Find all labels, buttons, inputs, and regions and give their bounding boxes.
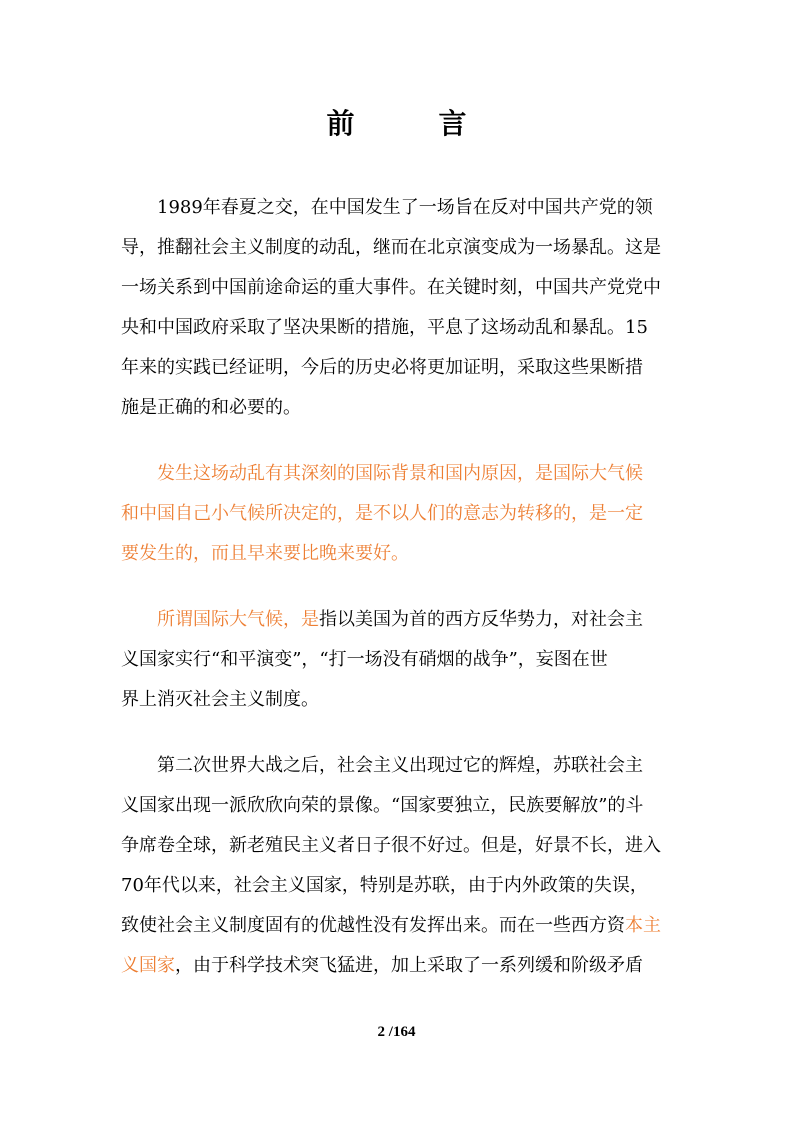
paragraph-line: 争席卷全球，新老殖民主义者日子很不好过。但是，好景不长，进入 — [121, 835, 661, 856]
current-page: 2 — [377, 1024, 386, 1040]
total-pages: 164 — [392, 1024, 416, 1040]
page-separator: / — [385, 1024, 393, 1040]
paragraph-line — [121, 600, 677, 640]
paragraph-line — [121, 946, 677, 986]
highlighted-text: 义国家 — [121, 955, 175, 976]
paragraph-line: 70年代以来，社会主义国家，特别是苏联，由于内外政策的失误， — [121, 875, 648, 896]
paragraph-text: 致使社会主义制度固有的优越性没有发挥出来。而在一些西方资 — [121, 915, 625, 936]
paragraph-3 — [121, 600, 677, 720]
document-body — [121, 188, 677, 986]
paragraph-line: 界上消灭社会主义制度。 — [121, 689, 319, 710]
paragraph-line — [121, 906, 677, 946]
paragraph-line: 一场关系到中国前途命运的重大事件。在关键时刻，中国共产党党中 — [121, 277, 661, 298]
paragraph-line: 和中国自己小气候所决定的，是不以人们的意志为转移的，是一定 — [121, 503, 643, 524]
paragraph-line: 要发生的，而且早来要比晚来要好。 — [121, 543, 409, 564]
page-number — [0, 1022, 793, 1042]
paragraph-line: 义国家出现一派欣欣向荣的景像。“国家要独立，民族要解放”的斗 — [121, 795, 644, 816]
paragraph-line: 义国家实行“和平演变”，“打一场没有硝烟的战争”，妄图在世 — [121, 649, 608, 670]
paragraph-text: 指以美国为首的西方反华势力，对社会主 — [319, 609, 643, 630]
paragraph-text: ，由于科学技术突飞猛进，加上采取了一系列缓和阶级矛盾 — [175, 955, 643, 976]
paragraph-line: 1989年春夏之交，在中国发生了一场旨在反对中国共产党的领 — [157, 197, 653, 218]
paragraph-line: 施是正确的和必要的。 — [121, 397, 301, 418]
paragraph-line: 第二次世界大战之后，社会主义出现过它的辉煌，苏联社会主 — [157, 755, 643, 776]
highlighted-text: 本主 — [625, 915, 661, 936]
paragraph-line: 央和中国政府采取了坚决果断的措施，平息了这场动乱和暴乱。15 — [121, 317, 648, 338]
paragraph-line: 导，推翻社会主义制度的动乱，继而在北京演变成为一场暴乱。这是 — [121, 237, 661, 258]
page-title: 前 言 — [326, 107, 495, 140]
paragraph-line: 年来的实践已经证明，今后的历史必将更加证明，采取这些果断措 — [121, 357, 643, 378]
highlighted-text: 所谓国际大气候，是 — [157, 609, 319, 630]
paragraph-1 — [121, 188, 677, 428]
paragraph-line: 发生这场动乱有其深刻的国际背景和国内原因，是国际大气候 — [157, 463, 643, 484]
paragraph-4 — [121, 746, 677, 986]
paragraph-2 — [121, 454, 677, 574]
